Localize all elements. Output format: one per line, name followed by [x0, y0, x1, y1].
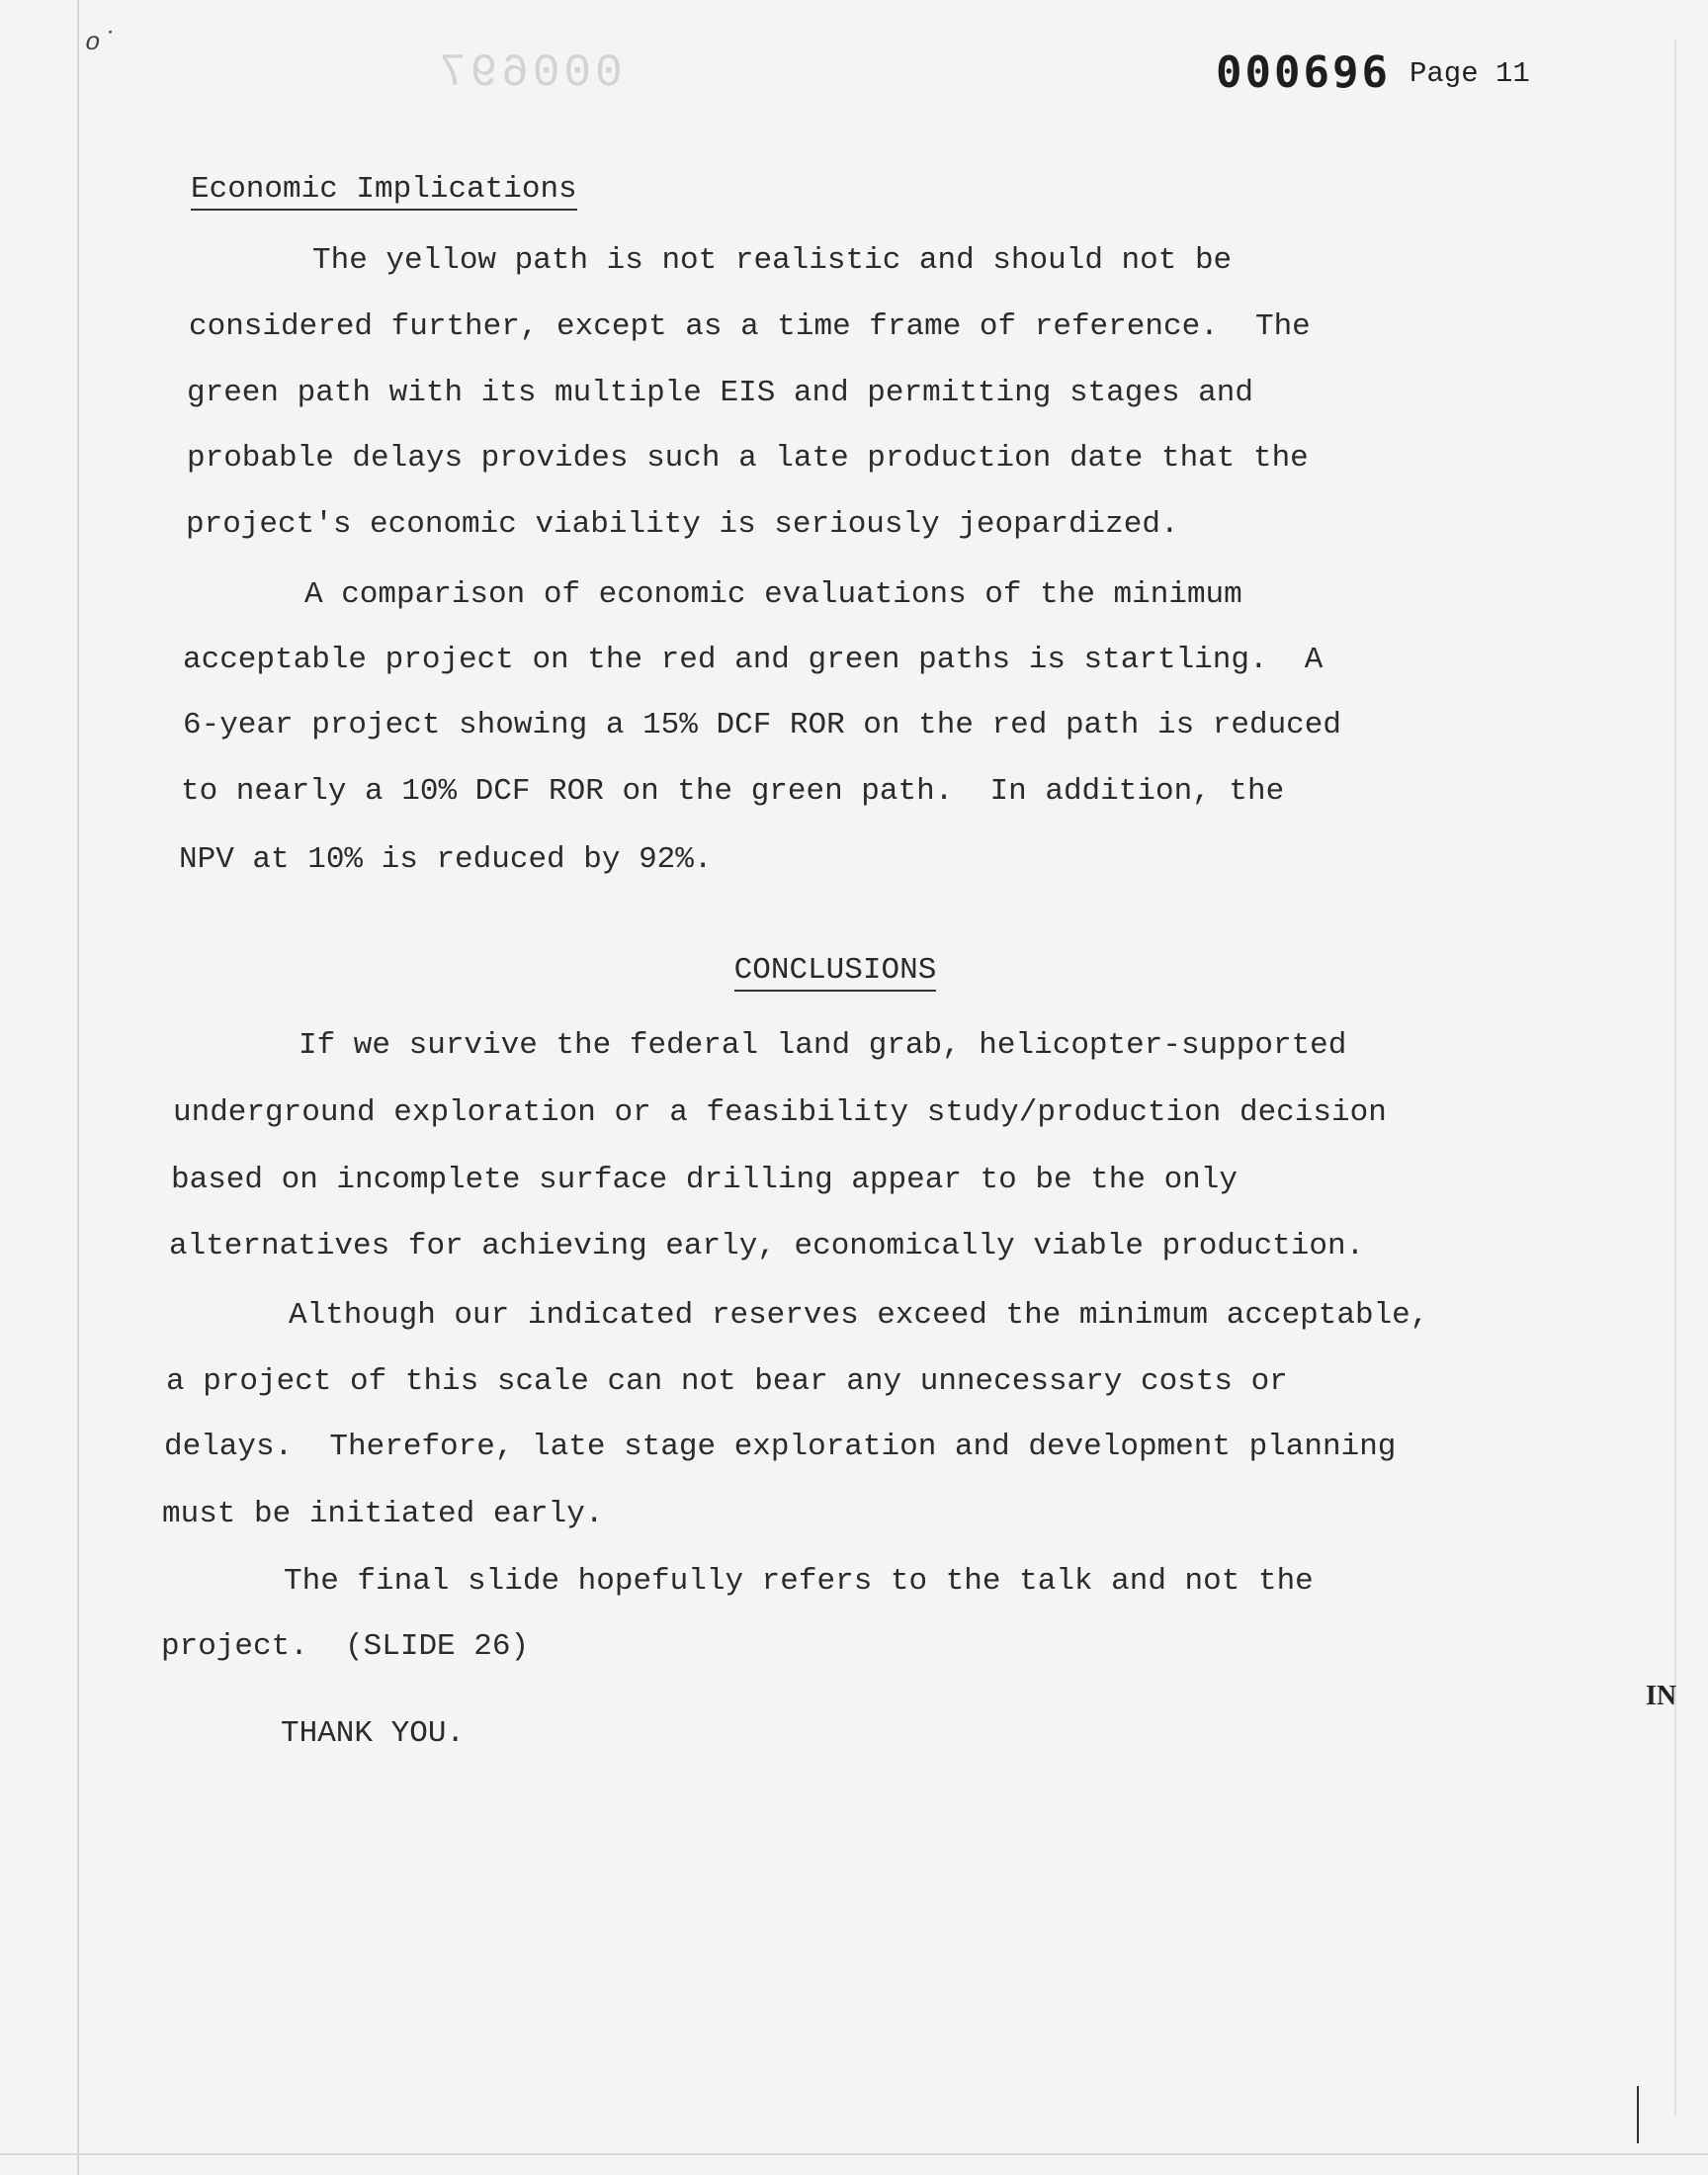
- page-number: Page 11: [1409, 57, 1530, 90]
- paragraph-line: A comparison of economic evaluations of the minimum: [304, 577, 1242, 612]
- margin-rule: [1637, 2086, 1639, 2143]
- paragraph-line: alternatives for achieving early, economically viable production.: [169, 1229, 1365, 1263]
- margin-note: IN: [1646, 1681, 1677, 1711]
- paragraph-line: NPV at 10% is reduced by 92%.: [179, 842, 713, 877]
- paragraph-line: 6-year project showing a 15% DCF ROR on the red path is reduced: [183, 708, 1341, 742]
- document-number-stamp: 000696: [1216, 47, 1391, 98]
- paragraph-line: to nearly a 10% DCF ROR on the green path. In addition, the: [181, 774, 1285, 809]
- paragraph-line: The final slide hopefully refers to the talk and not the: [284, 1564, 1314, 1599]
- section-heading-economic-implications: Economic Implications: [191, 172, 577, 211]
- paragraph-line: a project of this scale can not bear any unnecessary costs or: [166, 1364, 1288, 1399]
- paragraph-line: green path with its multiple EIS and permitting stages and: [187, 376, 1253, 410]
- paragraph-line: based on incomplete surface drilling appear to be the only: [171, 1163, 1238, 1197]
- paragraph-line: considered further, except as a time frame of reference. The: [189, 309, 1311, 344]
- paragraph-line: Although our indicated reserves exceed the minimum acceptable,: [289, 1298, 1429, 1333]
- paragraph-line: project. (SLIDE 26): [161, 1629, 530, 1664]
- section-heading-conclusions-row: [0, 953, 1670, 988]
- page-bottom-edge: [0, 2153, 1708, 2155]
- paragraph-line: If we survive the federal land grab, helicopter-supported: [299, 1028, 1347, 1063]
- paragraph-line: underground exploration or a feasibility study/production decision: [173, 1095, 1387, 1130]
- paragraph-line: probable delays provides such a late production date that the: [187, 441, 1309, 476]
- closing-line: THANK YOU.: [281, 1716, 466, 1751]
- paragraph-line: delays. Therefore, late stage exploration and development planning: [164, 1430, 1397, 1464]
- page-right-edge: [1674, 40, 1676, 2116]
- paragraph-line: The yellow path is not realistic and should not be: [312, 243, 1233, 278]
- bleed-through-number: 000697: [435, 47, 623, 99]
- paragraph-line: acceptable project on the red and green paths is startling. A: [183, 643, 1324, 677]
- corner-mark: o˙: [85, 28, 117, 57]
- paragraph-line: must be initiated early.: [162, 1497, 604, 1531]
- paragraph-line: project's economic viability is seriously jeopardized.: [186, 507, 1179, 542]
- section-heading-conclusions: CONCLUSIONS: [734, 953, 937, 992]
- page-left-edge: [77, 0, 79, 2175]
